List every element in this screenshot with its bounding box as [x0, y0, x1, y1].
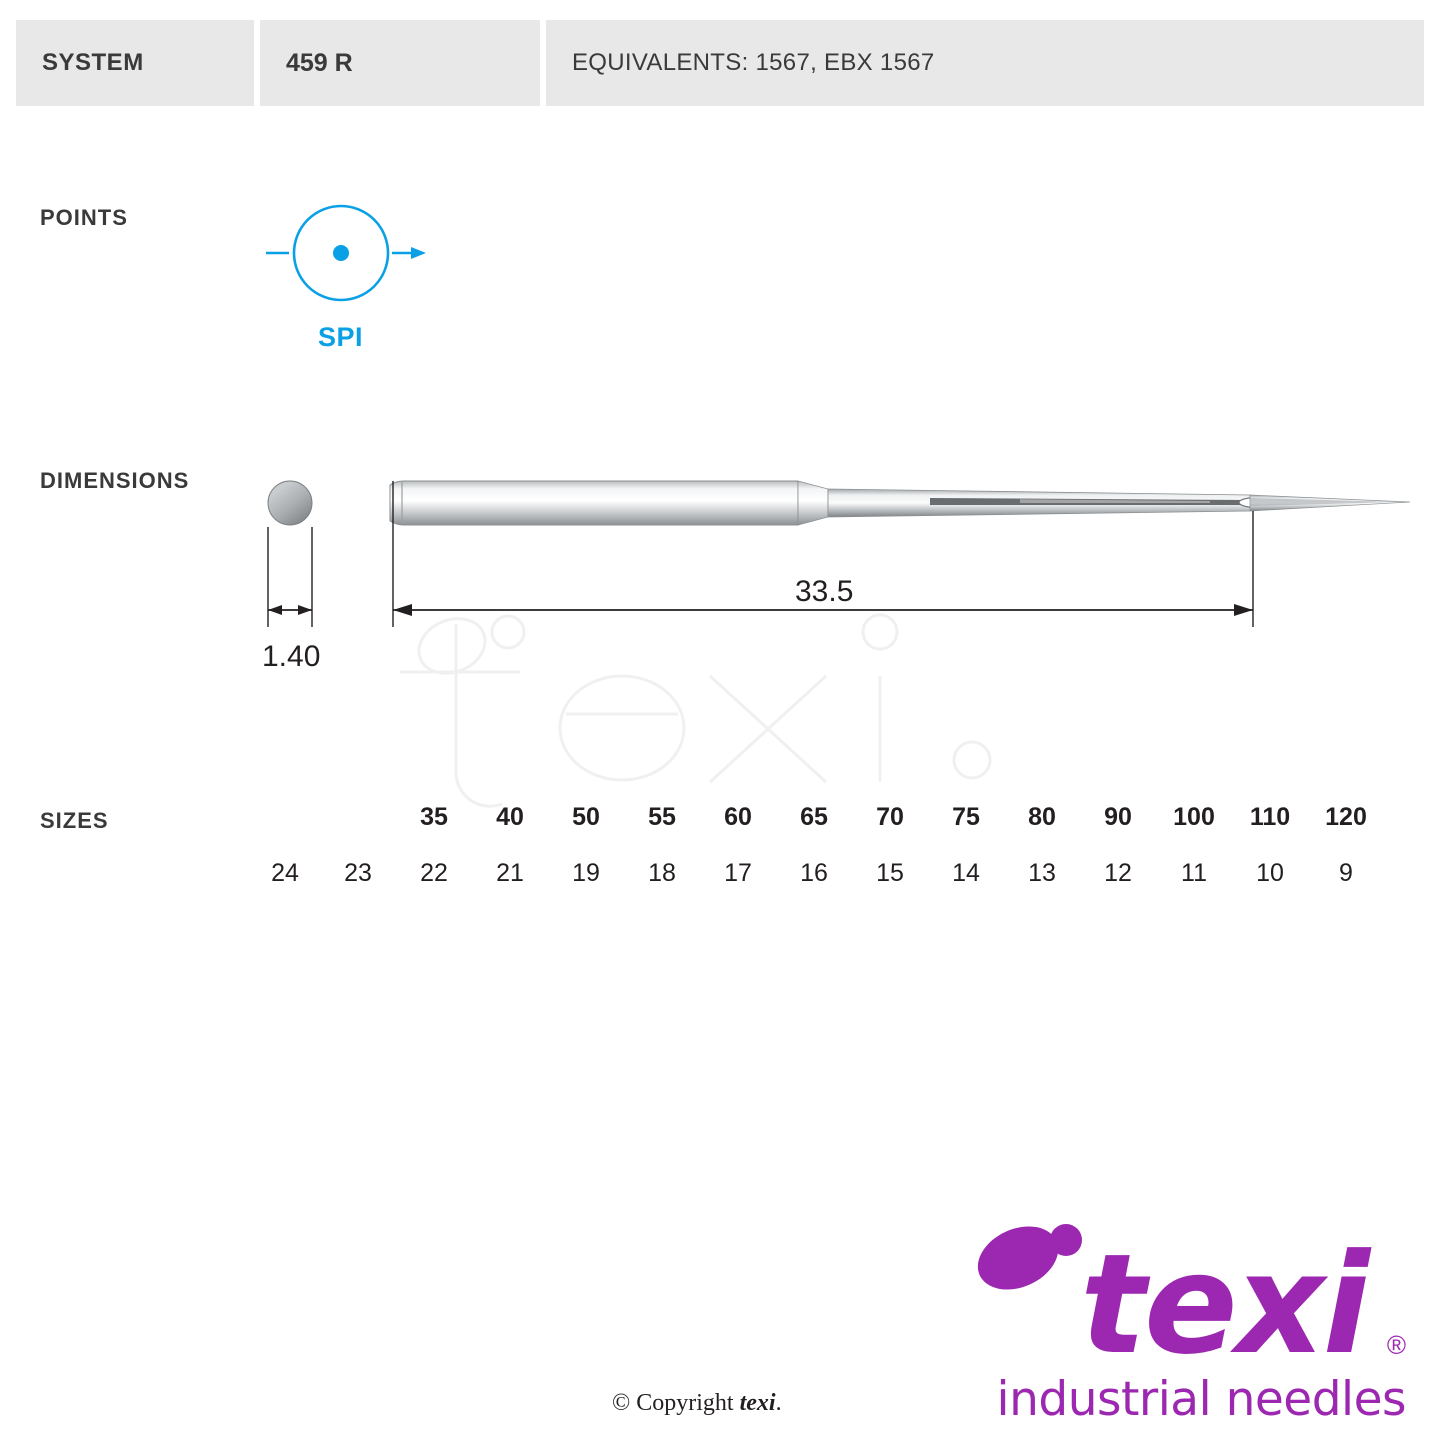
needle-diameter-value: 1.40 [262, 640, 321, 673]
needle-diagram [250, 455, 1420, 655]
size-number: 22 [420, 859, 448, 887]
copyright-line [612, 1390, 782, 1417]
dimensions-block [250, 455, 1410, 685]
size-number: 17 [724, 859, 752, 887]
equivalents-value: EQUIVALENTS: 1567, EBX 1567 [572, 49, 935, 76]
size-number: 11 [1181, 859, 1207, 887]
size-metric: 35 [420, 803, 448, 831]
needle-length-value: 33.5 [795, 575, 854, 608]
system-value: 459 R [286, 48, 353, 77]
texi-butterfly-icon [970, 1224, 1090, 1310]
system-label-cell [16, 20, 254, 106]
size-column [1301, 800, 1391, 890]
size-metric: 70 [876, 803, 904, 831]
point-code-label: SPI [317, 322, 364, 352]
size-metric: 65 [800, 803, 828, 831]
texi-wordmark: texi [1080, 1224, 1368, 1385]
sizes-table [240, 800, 1420, 910]
size-metric: 50 [572, 803, 600, 831]
dimensions-section-label: DIMENSIONS [40, 468, 190, 493]
registered-mark: ® [1386, 1330, 1406, 1360]
size-number: 9 [1339, 859, 1353, 887]
system-label: SYSTEM [42, 49, 144, 76]
size-metric: 90 [1104, 803, 1132, 831]
points-block [258, 200, 458, 370]
size-number: 12 [1104, 859, 1132, 887]
system-value-cell [260, 20, 540, 106]
size-metric: 55 [648, 803, 676, 831]
logo-tagline: industrial needles [996, 1372, 1406, 1428]
size-number: 23 [344, 859, 372, 887]
size-number: 14 [952, 859, 980, 887]
texi-logo [970, 1210, 1420, 1430]
size-number: 18 [648, 859, 676, 887]
size-metric: 120 [1325, 803, 1367, 831]
size-metric: 75 [952, 803, 980, 831]
copyright-suffix: . [775, 1390, 782, 1416]
spi-point-diagram-icon [258, 200, 458, 320]
size-number: 13 [1028, 859, 1056, 887]
size-metric: 100 [1173, 803, 1215, 831]
size-number: 10 [1256, 859, 1284, 887]
size-metric: 80 [1028, 803, 1056, 831]
sizes-section-label: SIZES [40, 808, 109, 833]
size-number: 24 [271, 859, 299, 887]
size-metric: 40 [496, 803, 524, 831]
size-number: 16 [800, 859, 828, 887]
size-metric: 60 [724, 803, 752, 831]
size-number: 19 [572, 859, 600, 887]
size-number: 21 [496, 859, 524, 887]
system-header-row [16, 20, 1424, 106]
copyright-text: © Copyright [612, 1390, 740, 1416]
points-section-label: POINTS [40, 205, 128, 230]
size-metric: 110 [1249, 803, 1291, 831]
equivalents-cell [546, 20, 1424, 106]
copyright-brand: texi [739, 1390, 776, 1416]
size-number: 15 [876, 859, 904, 887]
